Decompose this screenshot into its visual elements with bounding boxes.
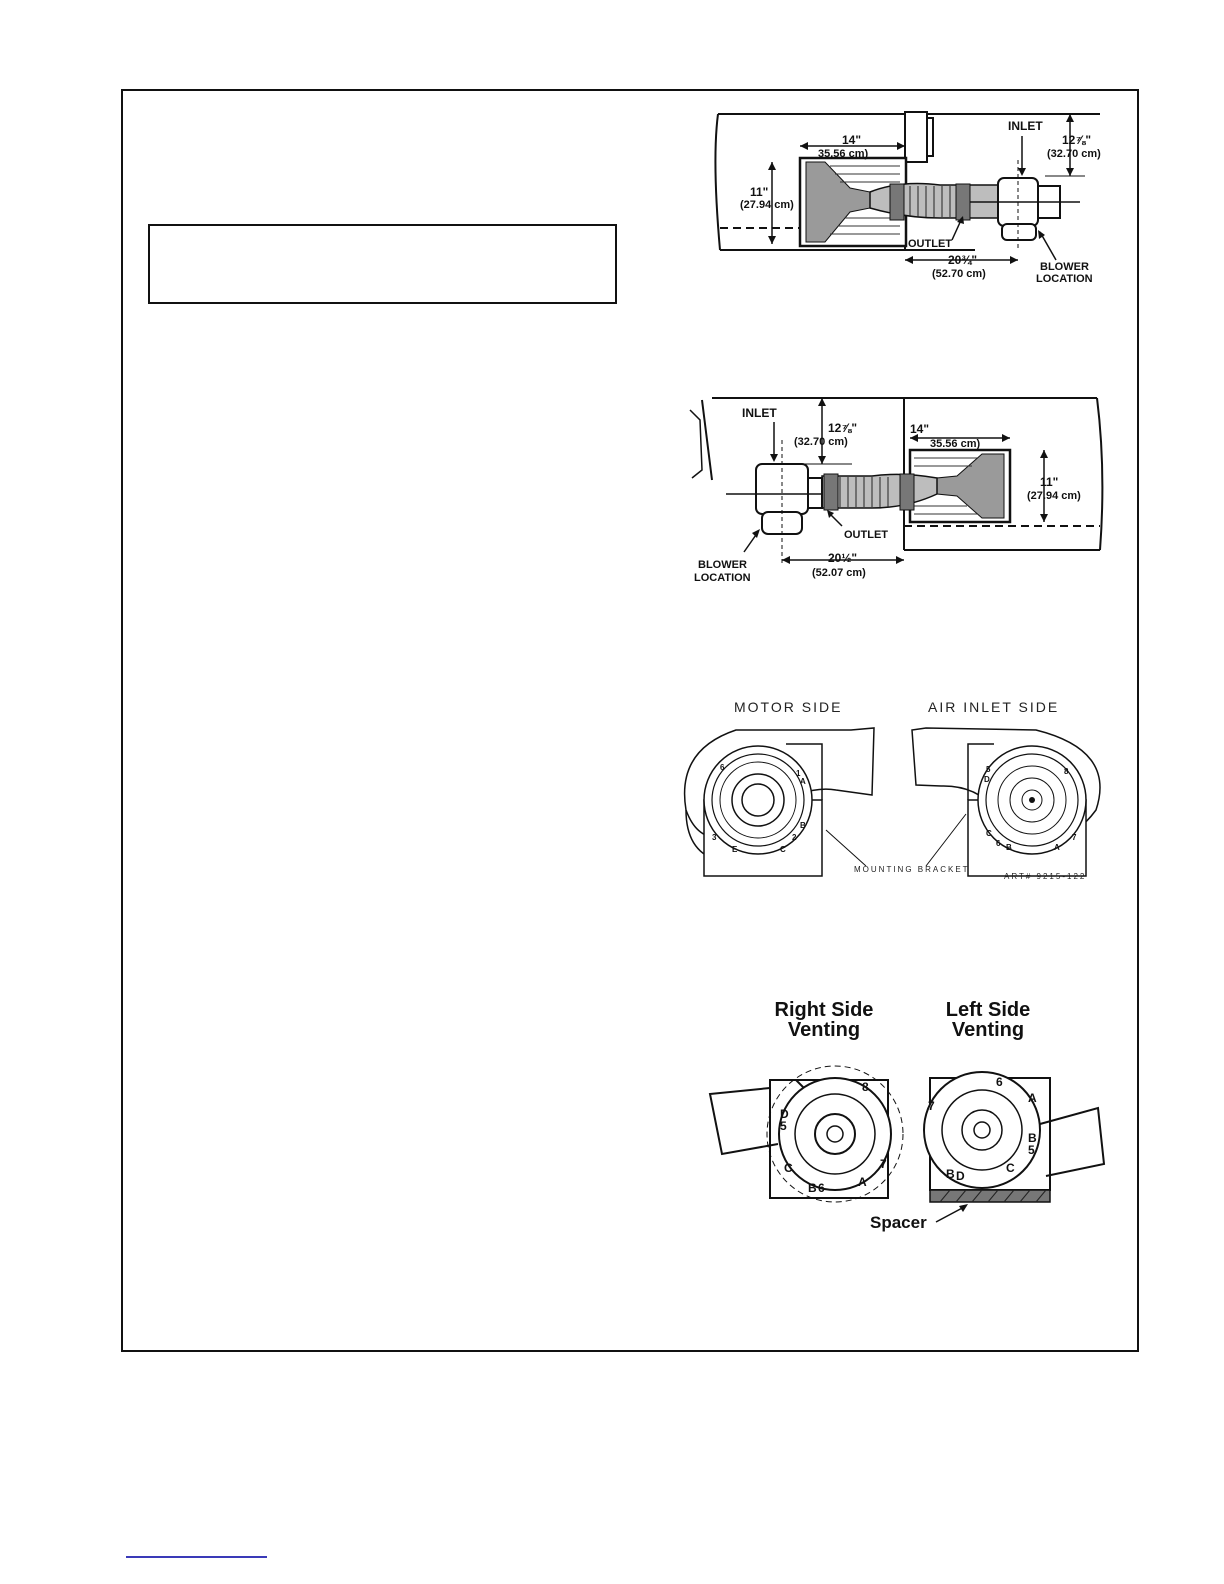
spacer-label: Spacer	[870, 1213, 927, 1232]
fig1-blower-label-2: LOCATION	[1036, 273, 1093, 285]
right-mark: B	[1006, 843, 1012, 852]
fig2-inlet-label: INLET	[742, 406, 777, 420]
duct-diagram-right	[700, 100, 1120, 300]
right-mark: 8	[1064, 767, 1069, 776]
left-mark: E	[732, 845, 738, 854]
fig1-inlet-label: INLET	[1008, 119, 1043, 133]
fig2-height-in: 11"	[1040, 475, 1059, 489]
fig1-top-cm: (32.70 cm)	[1047, 148, 1101, 160]
right-venting-title-1: Right Side	[774, 999, 874, 1021]
left-mark: 2	[792, 833, 797, 842]
fig2-height-cm: (27.94 cm)	[1027, 490, 1081, 502]
left-mark: C	[780, 845, 786, 854]
left-venting-title-1: Left Side	[945, 999, 1031, 1021]
right-mark: A	[1054, 843, 1060, 852]
left-venting-mark: C	[1006, 1161, 1015, 1175]
fig1-top-in: 12⅞"	[1062, 133, 1092, 147]
left-venting-mark: B	[946, 1167, 955, 1181]
fig1-blower-label-1: BLOWER	[1040, 261, 1089, 273]
right-venting-mark: 6	[818, 1181, 825, 1195]
footer-link-underline[interactable]	[126, 1556, 267, 1558]
left-venting-mark: B	[1028, 1131, 1037, 1145]
fig1-width-cm: 35.56 cm)	[818, 148, 869, 160]
left-mark: 6	[720, 763, 725, 772]
fig1-run-in: 20¾"	[948, 253, 978, 267]
fig1-height-in: 11"	[750, 185, 769, 199]
left-mark: B	[800, 821, 806, 830]
right-venting-mark: B	[808, 1181, 817, 1195]
right-venting-mark: C	[784, 1161, 793, 1175]
right-mark: 7	[1072, 833, 1077, 842]
right-mark: 6	[996, 839, 1001, 848]
fig2-top-in: 12⅞"	[828, 421, 858, 435]
blower-sides-diagram	[676, 690, 1116, 890]
right-mark: C	[986, 829, 992, 838]
right-mark: 5	[986, 765, 991, 774]
venting-diagram	[700, 994, 1120, 1239]
duct-diagram-left	[682, 390, 1112, 595]
fig2-run-cm: (52.07 cm)	[812, 567, 866, 579]
fig1-outlet-label: OUTLET	[908, 238, 952, 250]
left-venting-mark: 5	[1028, 1143, 1035, 1157]
fig2-blower-label-2: LOCATION	[694, 572, 751, 584]
right-mark: D	[984, 775, 990, 784]
right-venting-mark: A	[858, 1175, 867, 1189]
mounting-bracket-label: MOUNTING BRACKET	[854, 865, 970, 874]
left-venting-mark: 6	[996, 1075, 1003, 1089]
fig1-width-in: 14"	[842, 133, 862, 147]
left-venting-mark: D	[956, 1169, 965, 1183]
left-venting-mark: 7	[928, 1099, 935, 1113]
art-number: ART# 9215-122	[1004, 872, 1087, 881]
fig1-run-cm: (52.70 cm)	[932, 268, 986, 280]
fig2-width-cm: 35.56 cm)	[930, 438, 981, 450]
fig2-outlet-label: OUTLET	[844, 529, 888, 541]
fig1-height-cm: (27.94 cm)	[740, 199, 794, 211]
right-venting-mark: 7	[880, 1157, 887, 1171]
fig2-top-cm: (32.70 cm)	[794, 436, 848, 448]
left-mark: A	[800, 777, 806, 786]
right-venting-mark: D	[780, 1107, 789, 1121]
left-venting-mark: A	[1028, 1091, 1037, 1105]
left-venting-title-2: Venting	[951, 1019, 1025, 1041]
right-venting-mark: 5	[780, 1119, 787, 1133]
left-mark: 3	[712, 833, 717, 842]
fig2-blower-label-1: BLOWER	[698, 559, 747, 571]
right-venting-title-2: Venting	[787, 1019, 861, 1041]
motor-side-label: MOTOR SIDE	[734, 699, 843, 715]
air-inlet-side-label: AIR INLET SIDE	[928, 699, 1060, 715]
fig2-width-in: 14"	[910, 422, 930, 436]
left-mark: 1	[796, 769, 801, 778]
notice-box	[148, 224, 617, 304]
right-venting-mark: 8	[862, 1080, 869, 1094]
fig2-run-in: 20½"	[828, 551, 858, 565]
